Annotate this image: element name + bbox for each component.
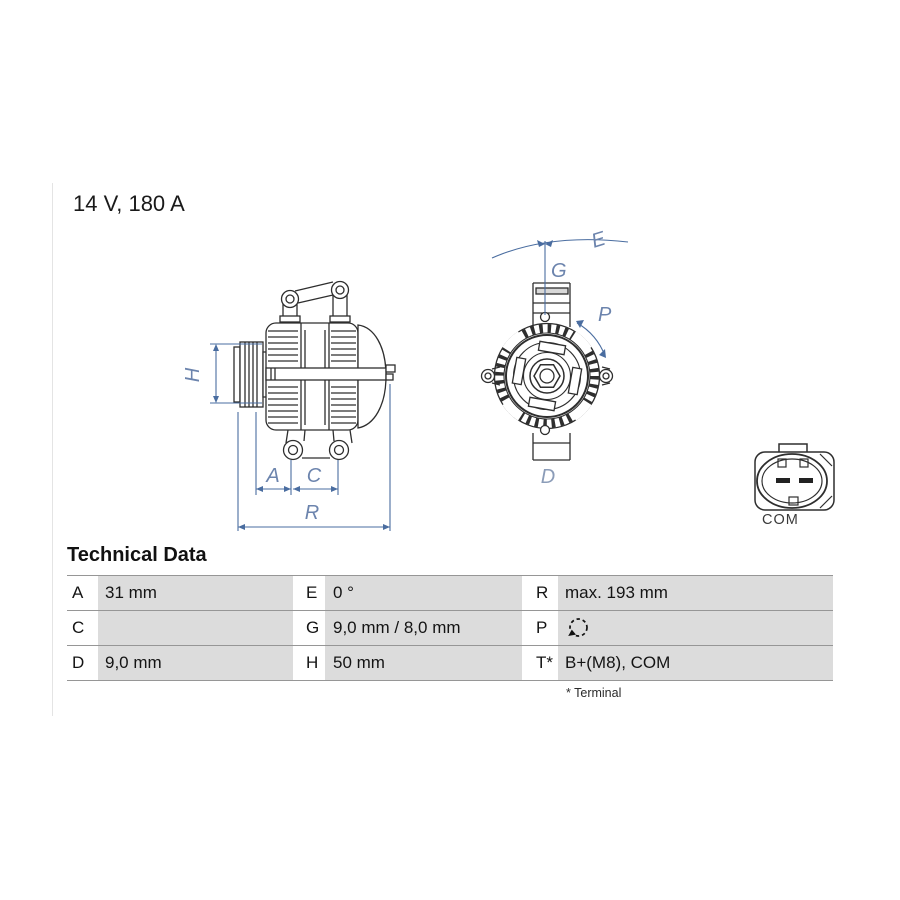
dim-label-H: H [182, 367, 204, 383]
pulley [234, 342, 267, 407]
dim-label-P: P [598, 304, 612, 326]
table-row [67, 611, 833, 646]
side-view-drawing [234, 282, 395, 460]
front-bottom-mount [533, 433, 570, 460]
front-top-mount [533, 283, 570, 327]
param-value-rotation [558, 611, 833, 645]
rotation-direction-icon [565, 615, 591, 641]
param-key: T* [530, 646, 558, 680]
technical-data-table [67, 575, 833, 681]
param-key: E [300, 576, 325, 610]
param-key: A [67, 576, 98, 610]
param-value: 9,0 mm / 8,0 mm [325, 611, 522, 645]
param-value: B+(M8), COM [558, 646, 833, 680]
rotor-front [495, 324, 600, 429]
param-value: max. 193 mm [558, 576, 833, 610]
bottom-mounting-bracket [284, 430, 353, 460]
section-title: Technical Data [67, 544, 207, 566]
dim-label-A: A [266, 465, 280, 487]
dim-label-R: R [304, 502, 320, 524]
alternator-technical-drawing [180, 225, 850, 540]
table-row [67, 646, 833, 681]
connector-label: COM [762, 512, 799, 528]
connector-diagram [755, 444, 834, 510]
param-key: R [530, 576, 558, 610]
param-key: G [300, 611, 325, 645]
param-key: D [67, 646, 98, 680]
top-mounting-ears [280, 282, 350, 324]
param-value: 50 mm [325, 646, 522, 680]
terminal-footnote: * Terminal [566, 686, 622, 700]
param-key: P [530, 611, 558, 645]
param-value: 0 ° [325, 576, 522, 610]
dim-label-G: G [551, 260, 567, 282]
dim-label-C: C [306, 465, 322, 487]
param-value: 31 mm [98, 576, 293, 610]
product-rating-title: 14 V, 180 A [73, 191, 185, 216]
param-key: H [300, 646, 325, 680]
front-view-drawing [482, 283, 613, 460]
content-left-border [52, 183, 53, 716]
param-key: C [67, 611, 98, 645]
param-value [98, 611, 293, 645]
b-plus-terminal [386, 365, 395, 380]
dim-label-E: E [588, 227, 609, 253]
shaft-band [266, 368, 386, 380]
table-row [67, 576, 833, 611]
dim-label-D: D [540, 466, 556, 488]
param-value: 9,0 mm [98, 646, 293, 680]
